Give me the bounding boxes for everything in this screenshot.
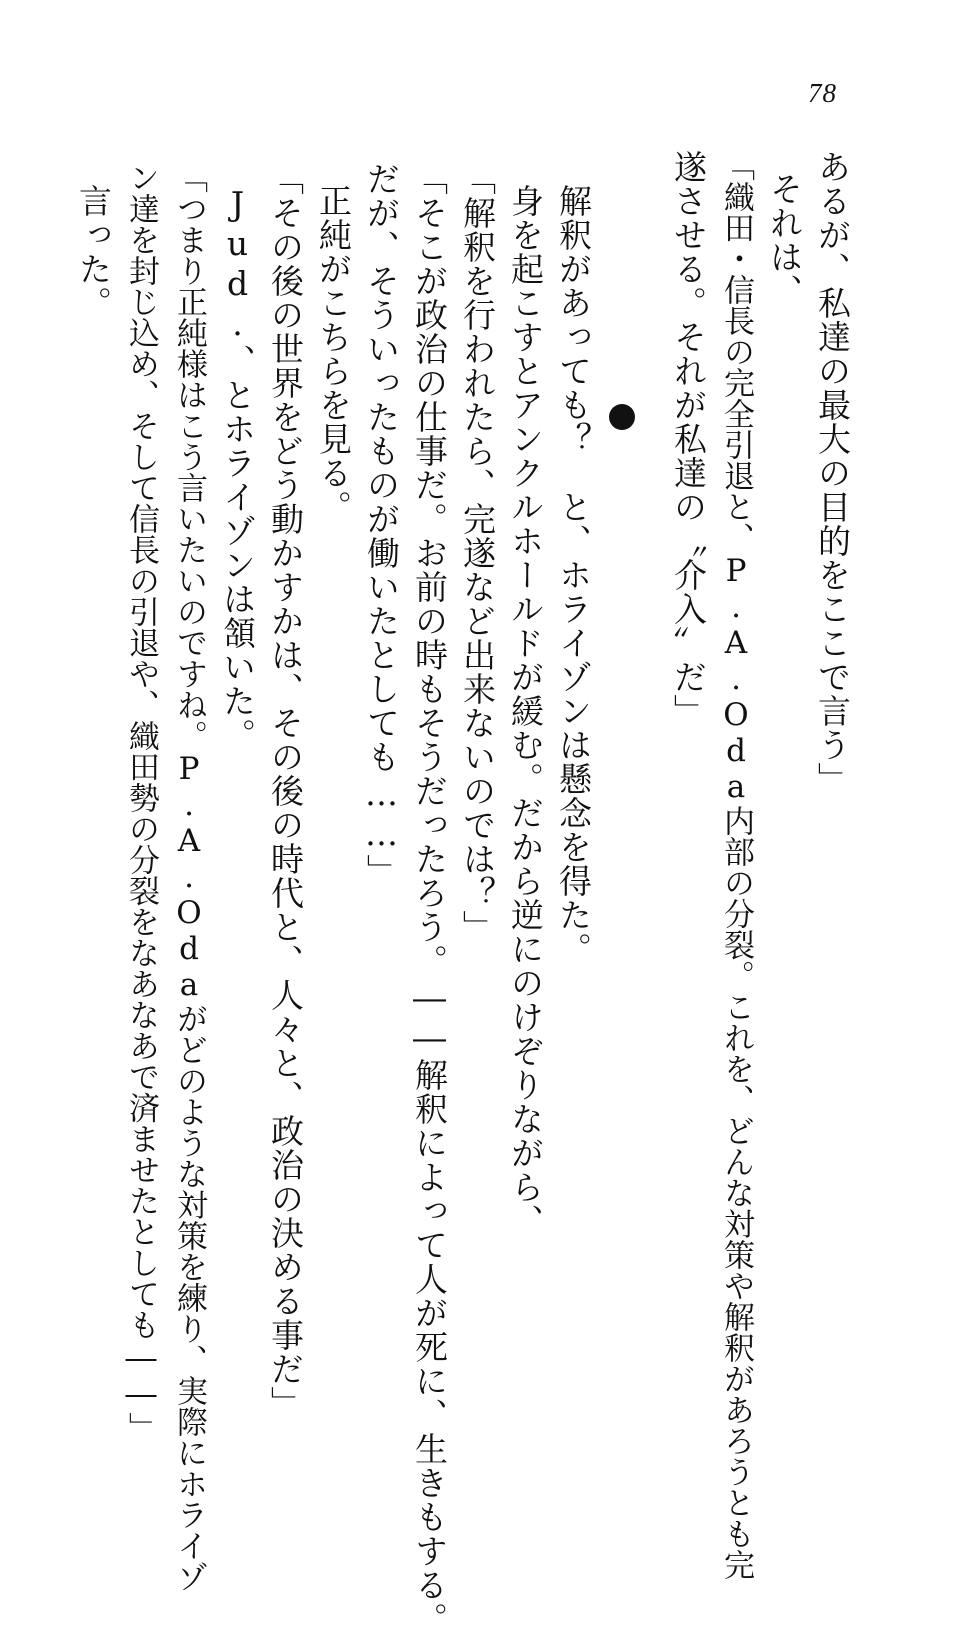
text-line: 「解釈を行われたら、完遂など出来ないのでは？」 (458, 162, 497, 944)
text-line: Jud.、とホライゾンは頷いた。 (218, 184, 257, 752)
page-number: 78 (808, 78, 837, 108)
text-line: 遂させる。それが私達の〝介入〟だ」 (669, 150, 708, 728)
text-line: 「織田・信長の完全引退と、P.A.Oda内部の分裂。これを、どんな対策や解釈があろうとも完 (718, 150, 754, 1580)
text-line: 正純がこちらを見る。 (314, 184, 353, 524)
text-line: 「その後の世界をどう動かすかは、その後の時代と、人々と、政治の決める事だ」 (266, 162, 305, 1420)
text-line: 言った。 (74, 184, 113, 320)
text-line: 身を起こすとアンクルホールドが緩む。だから逆にのけぞりながら、 (506, 184, 545, 1238)
text-line: ン達を封じ込め、そして信長の引退や、織田勢の分裂をなあなあで済ませたとしても――」 (123, 162, 159, 1443)
text-line: 「そこが政治の仕事だ。お前の時もそうだったろう。――解釈によって人が死に、生きもする。 (410, 162, 449, 1636)
text-line: 解釈があっても？ と、ホライゾンは懸念を得た。 (554, 184, 593, 966)
text-line: 「つまり正純様はこう言いたいのですね。P.A.Odaがどのような対策を練り、実際にホライゾ (171, 162, 207, 1592)
text-line: それは、 (765, 172, 804, 308)
text-line: あるが、私達の最大の目的をここで言う」 (813, 150, 852, 796)
text-line: だが、そういったものが働いたとしても……」 (362, 162, 401, 888)
section-break-dot (609, 404, 635, 430)
